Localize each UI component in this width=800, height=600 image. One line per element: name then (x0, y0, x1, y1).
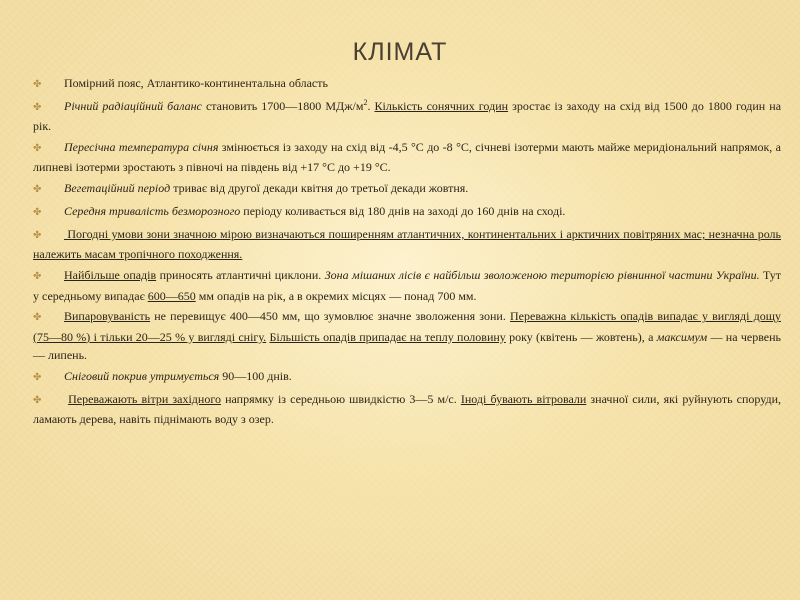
bullet-text-segment: Погодні умови зони значною мірою визначаються поширенням атлантичних, континентальних і арктичних повітряних мас; незначна роль належить масам тропічного походження. (33, 227, 781, 262)
slide-title: КЛІМАТ (352, 38, 448, 66)
bullet-text-segment: Зона мішаних лісів є найбільш зволоженою територією рівнинної частини України. (324, 268, 760, 283)
bullet-text-segment: триває від другої декади квітня до третьої декади жовтня. (170, 181, 469, 196)
bullet-text-segment: Кількість сонячних годин (374, 98, 509, 113)
bullet-text-segment: значної сили, які руйнують споруди, ламають дерева, навіть піднімають воду з озер. (33, 391, 782, 427)
bullet-text-segment: приносять атлантичні циклони. (156, 268, 325, 283)
bullet-text-segment: 90—100 днів. (219, 368, 292, 383)
diamond-bullet-icon: ✤ (33, 207, 42, 219)
bullet-item (33, 307, 781, 364)
bullet-text-segment: — на червень — липень. (33, 329, 782, 363)
bullet-item (33, 138, 781, 177)
slide-content (33, 74, 781, 431)
diamond-bullet-icon: ✤ (33, 312, 42, 324)
bullet-item (33, 266, 781, 305)
bullet-text-segment: періоду коливається від 180 днів на заході до 160 днів на сході. (240, 204, 566, 219)
diamond-bullet-icon: ✤ (33, 371, 42, 383)
bullet-item (33, 179, 781, 199)
bullet-text-segment: Випаровуваність (64, 309, 151, 324)
bullet-item (33, 97, 781, 136)
bullet-text-segment: Пересічна температура січня (64, 140, 219, 155)
bullet-text-segment: мм опадів на рік, а в окремих місцях — понад 700 мм. (195, 288, 477, 303)
diamond-bullet-icon: ✤ (33, 394, 42, 406)
bullet-text-segment: Середня тривалість безморозного (64, 204, 241, 219)
bullet-item (33, 367, 781, 387)
bullet-text-segment: . (367, 98, 375, 113)
bullet-text-segment: року (квітень — жовтень), а (505, 329, 657, 344)
bullet-text-segment: Більшість опадів припадає на теплу половину (269, 329, 506, 344)
bullet-text-segment: Найбільше опадів (64, 268, 157, 283)
bullet-item (33, 202, 781, 222)
bullet-text-segment: не перевищує 400—450 мм, що зумовлює значне зволоження зони. (150, 309, 510, 324)
bullet-text-segment: Переважна кількість опадів випадає у вигляді дощу (75—80 %) і тільки 20—25 % у вигляді снігу. (33, 309, 781, 344)
bullet-text-segment: становить 1700—1800 МДж/м (201, 98, 364, 113)
bullet-text-segment: 2 (363, 97, 368, 107)
bullet-text-segment: Вегетаційний період (64, 181, 171, 196)
diamond-bullet-icon: ✤ (33, 143, 42, 155)
bullet-text-segment: Річний радіаційний баланс (64, 98, 202, 113)
bullet-text-segment: напрямку із середньою швидкістю 3—5 м/с. (220, 391, 461, 406)
bullet-text-segment: Помірний пояс, Атлантико-континентальна область (64, 76, 328, 90)
bullet-text-segment: зростає із заходу на схід від 1500 до 1800 годин на рік. (33, 98, 782, 134)
diamond-bullet-icon: ✤ (33, 79, 42, 90)
bullet-text-segment: Переважають вітри західного (68, 391, 221, 406)
bullet-text-segment: змінюється із заходу на схід від -4,5 °С до -8 °С, січневі ізотерми мають майже меридіональний напрямок, а липневі ізотерми зростають з півночі на південь від +17 °С до +19 °С. (33, 140, 781, 175)
bullet-text-segment: максимум (656, 329, 708, 344)
bullet-text-segment: Іноді бувають вітровали (460, 391, 587, 406)
bullet-text-segment: 600—650 (147, 288, 196, 303)
bullet-text-segment: Тут у середньому випадає (33, 268, 782, 303)
bullet-text-segment: Сніговий покрив утримується (64, 368, 220, 383)
diamond-bullet-icon: ✤ (33, 271, 42, 283)
bullet-item (33, 74, 781, 94)
diamond-bullet-icon: ✤ (33, 101, 42, 113)
bullet-item (33, 225, 781, 264)
bullet-item (33, 390, 781, 429)
diamond-bullet-icon: ✤ (33, 184, 42, 196)
diamond-bullet-icon: ✤ (33, 230, 42, 242)
